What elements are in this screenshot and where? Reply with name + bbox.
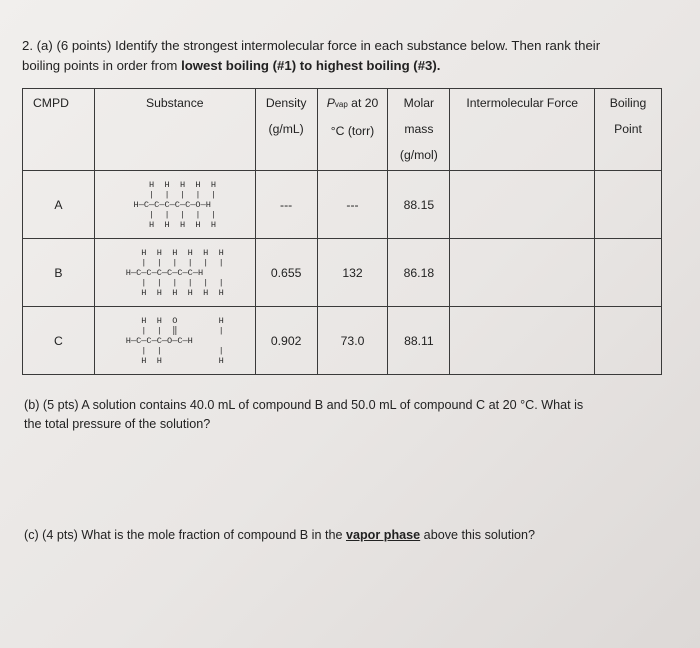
question-c-after: above this solution? [420, 528, 536, 542]
question-a-line1: 2. (a) (6 points) Identify the strongest intermolecular force in each substance below. Then rank their [22, 38, 601, 53]
cmpd-label: A [23, 171, 95, 239]
header-pvap-sub: vap [334, 100, 348, 109]
header-pvap-line1 [318, 90, 388, 118]
header-density-line2: (g/mL) [268, 122, 304, 136]
boiling-answer-cell[interactable] [595, 171, 662, 239]
substance-structure [94, 307, 255, 375]
structure-b: H H H H H H | | | | | | H—C—C—C—C—C—C—H | | | | | | H H H H H H [125, 247, 224, 298]
density-value: --- [255, 171, 317, 239]
substance-structure [94, 171, 255, 239]
table-row [23, 307, 662, 375]
question-a-line2-plain: boiling points in order from [22, 58, 182, 73]
imf-answer-cell[interactable] [450, 171, 595, 239]
header-boiling-point [595, 89, 662, 171]
table-row [23, 239, 662, 307]
table-row [23, 171, 662, 239]
imf-answer-cell[interactable] [450, 239, 595, 307]
header-boiling-line1: Boiling [609, 96, 647, 110]
table-header-row [23, 89, 662, 171]
question-c-prompt [24, 526, 664, 545]
header-imf: Intermolecular Force [450, 89, 595, 171]
vapor-pressure-value: 132 [317, 239, 388, 307]
structure-a: H H H H H | | | | | H—C—C—C—C—C—O—H | | | | | H H H H H [133, 179, 217, 230]
cmpd-label: C [23, 307, 95, 375]
question-b-line1: (b) (5 pts) A solution contains 40.0 mL of compound B and 50.0 mL of compound C at 20 °C. What is [24, 398, 584, 412]
compound-table [22, 88, 662, 375]
header-density [255, 89, 317, 171]
header-boiling-line2: Point [614, 122, 642, 136]
boiling-answer-cell[interactable] [595, 239, 662, 307]
header-molar-line2: mass [404, 122, 434, 136]
density-value: 0.902 [255, 307, 317, 375]
header-molar-mass [388, 89, 450, 171]
density-value: 0.655 [255, 239, 317, 307]
vapor-pressure-value: --- [317, 171, 388, 239]
question-b-line2: the total pressure of the solution? [24, 417, 211, 431]
cmpd-label: B [23, 239, 95, 307]
molar-mass-value: 88.15 [388, 171, 450, 239]
question-a-prompt [22, 36, 682, 76]
question-b-prompt [24, 396, 664, 434]
substance-structure [94, 239, 255, 307]
imf-answer-cell[interactable] [450, 307, 595, 375]
header-pvap-at: at 20 [347, 96, 379, 110]
vapor-pressure-value: 73.0 [317, 307, 388, 375]
header-vapor-pressure [317, 89, 388, 171]
question-a-line2-bold: lowest boiling (#1) to highest boiling (#3). [181, 58, 441, 73]
header-molar-line3: (g/mol) [399, 148, 438, 162]
header-cmpd: CMPD [23, 89, 95, 171]
header-pvap-symbol: P [326, 96, 335, 110]
header-substance: Substance [94, 89, 255, 171]
header-molar-line1: Molar [403, 96, 435, 110]
boiling-answer-cell[interactable] [595, 307, 662, 375]
structure-c: H H O H | | ‖ | H—C—C—C—O—C—H | | | H H H [125, 315, 224, 366]
question-a-line2 [22, 56, 682, 76]
header-pvap-line2: °C (torr) [330, 124, 375, 138]
question-c-underlined: vapor phase [345, 528, 421, 542]
question-c-before: (c) (4 pts) What is the mole fraction of compound B in the [24, 528, 346, 542]
molar-mass-value: 88.11 [388, 307, 450, 375]
header-density-line1: Density [265, 96, 307, 110]
molar-mass-value: 86.18 [388, 239, 450, 307]
